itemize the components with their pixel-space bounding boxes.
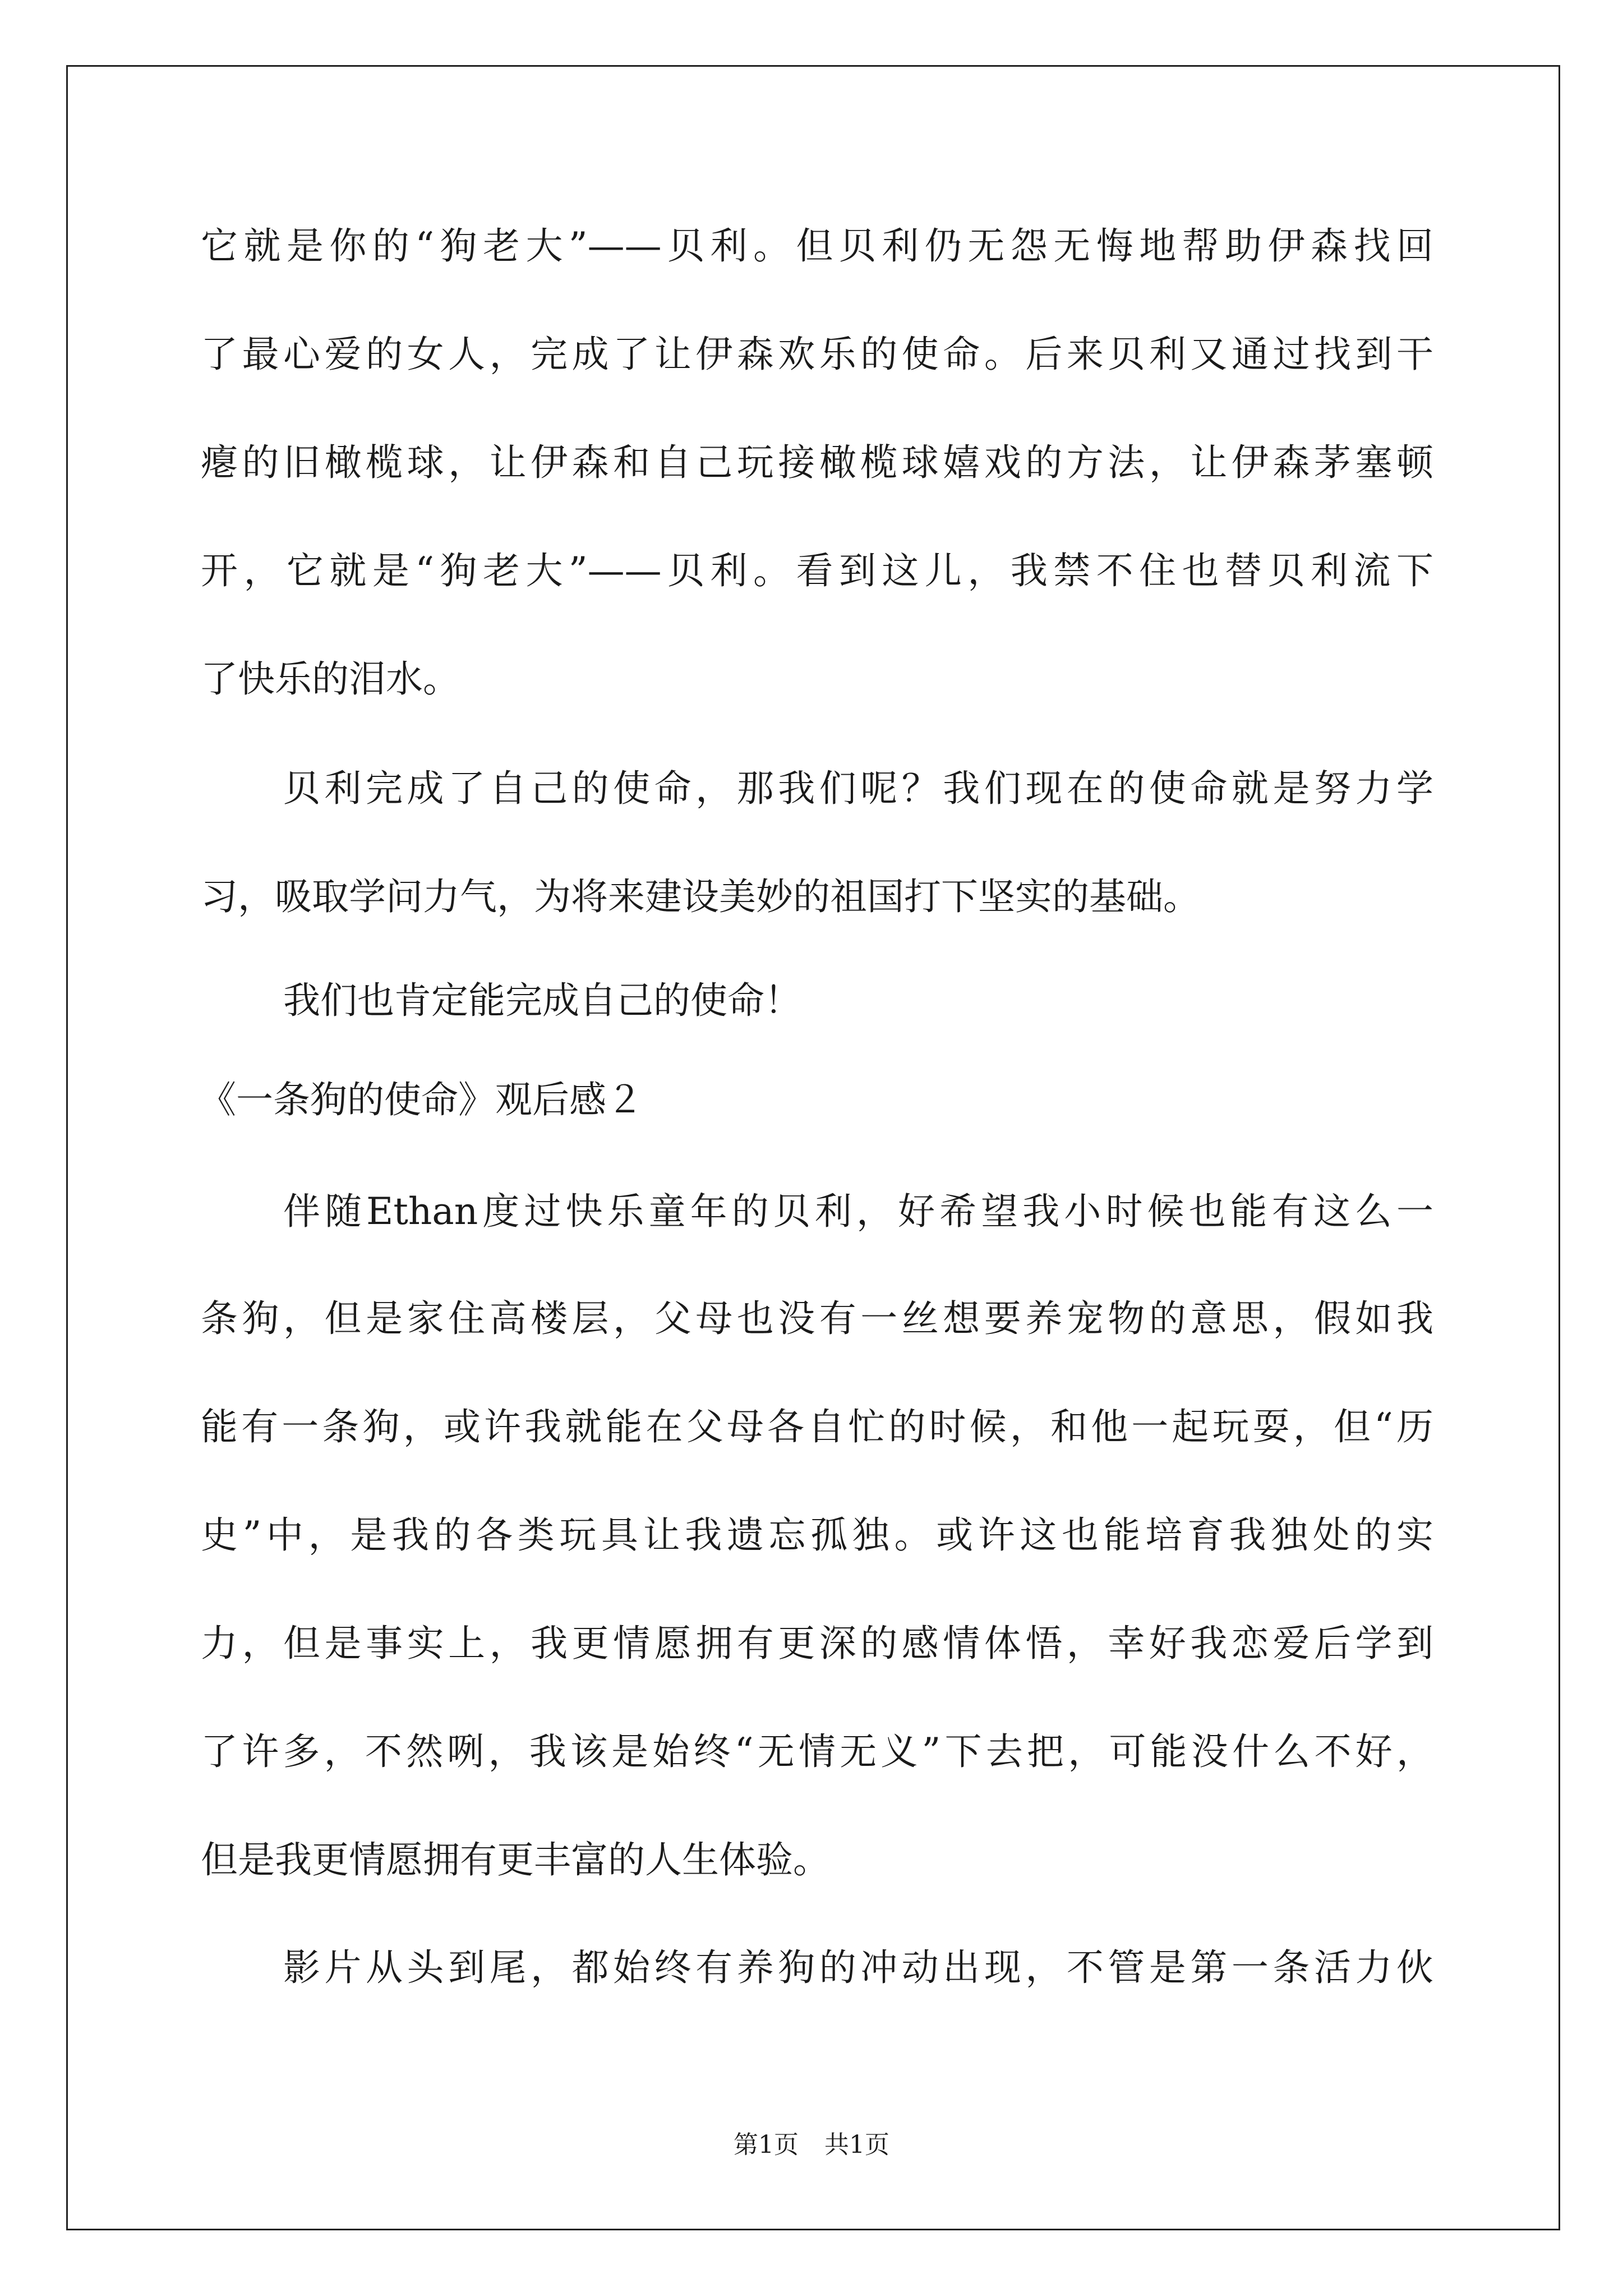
page-border bbox=[66, 65, 1560, 2230]
paragraph-line: 我们也肯定能完成自己的使命！ bbox=[283, 979, 801, 1022]
paragraph-line: 伴随Ethan度过快乐童年的贝利，好希望我小时候也能有这么一 bbox=[283, 1190, 1433, 1233]
paragraph-line: 力，但是事实上，我更情愿拥有更深的感情体悟，幸好我恋爱后学到 bbox=[201, 1622, 1433, 1665]
paragraph-line: 开，它就是“狗老大”——贝利。看到这儿，我禁不住也替贝利流下 bbox=[201, 549, 1433, 592]
paragraph-line: 但是我更情愿拥有更丰富的人生体验。 bbox=[201, 1838, 830, 1881]
paragraph-line: 瘪的旧橄榄球，让伊森和自己玩接橄榄球嬉戏的方法，让伊森茅塞顿 bbox=[201, 441, 1433, 484]
paragraph-line: 了最心爱的女人，完成了让伊森欢乐的使命。后来贝利又通过找到干 bbox=[201, 333, 1433, 376]
paragraph-line: 习，吸取学问力气，为将来建设美妙的祖国打下坚实的基础。 bbox=[201, 875, 1200, 918]
page-number-total: 共1页 bbox=[824, 2131, 889, 2159]
page-number-current: 第1页 bbox=[734, 2131, 799, 2159]
section-heading: 《一条狗的使命》观后感２ bbox=[199, 1078, 643, 1121]
paragraph-line: 它就是你的“狗老大”——贝利。但贝利仍无怨无悔地帮助伊森找回 bbox=[201, 224, 1433, 268]
page-footer bbox=[0, 2129, 1623, 2161]
paragraph-line: 能有一条狗，或许我就能在父母各自忙的时候，和他一起玩耍，但“历 bbox=[201, 1405, 1433, 1448]
paragraph-line: 了快乐的泪水。 bbox=[201, 657, 460, 701]
paragraph-line: 影片从头到尾，都始终有养狗的冲动出现，不管是第一条活力伙 bbox=[283, 1946, 1433, 1989]
paragraph-line: 条狗，但是家住高楼层，父母也没有一丝想要养宠物的意思，假如我 bbox=[201, 1297, 1433, 1340]
paragraph-line: 了许多，不然咧，我该是始终“无情无义”下去把，可能没什么不好， bbox=[201, 1730, 1433, 1773]
paragraph-line: 史”中，是我的各类玩具让我遗忘孤独。或许这也能培育我独处的实 bbox=[201, 1513, 1433, 1557]
paragraph-line: 贝利完成了自己的使命，那我们呢？我们现在的使命就是努力学 bbox=[283, 767, 1433, 810]
